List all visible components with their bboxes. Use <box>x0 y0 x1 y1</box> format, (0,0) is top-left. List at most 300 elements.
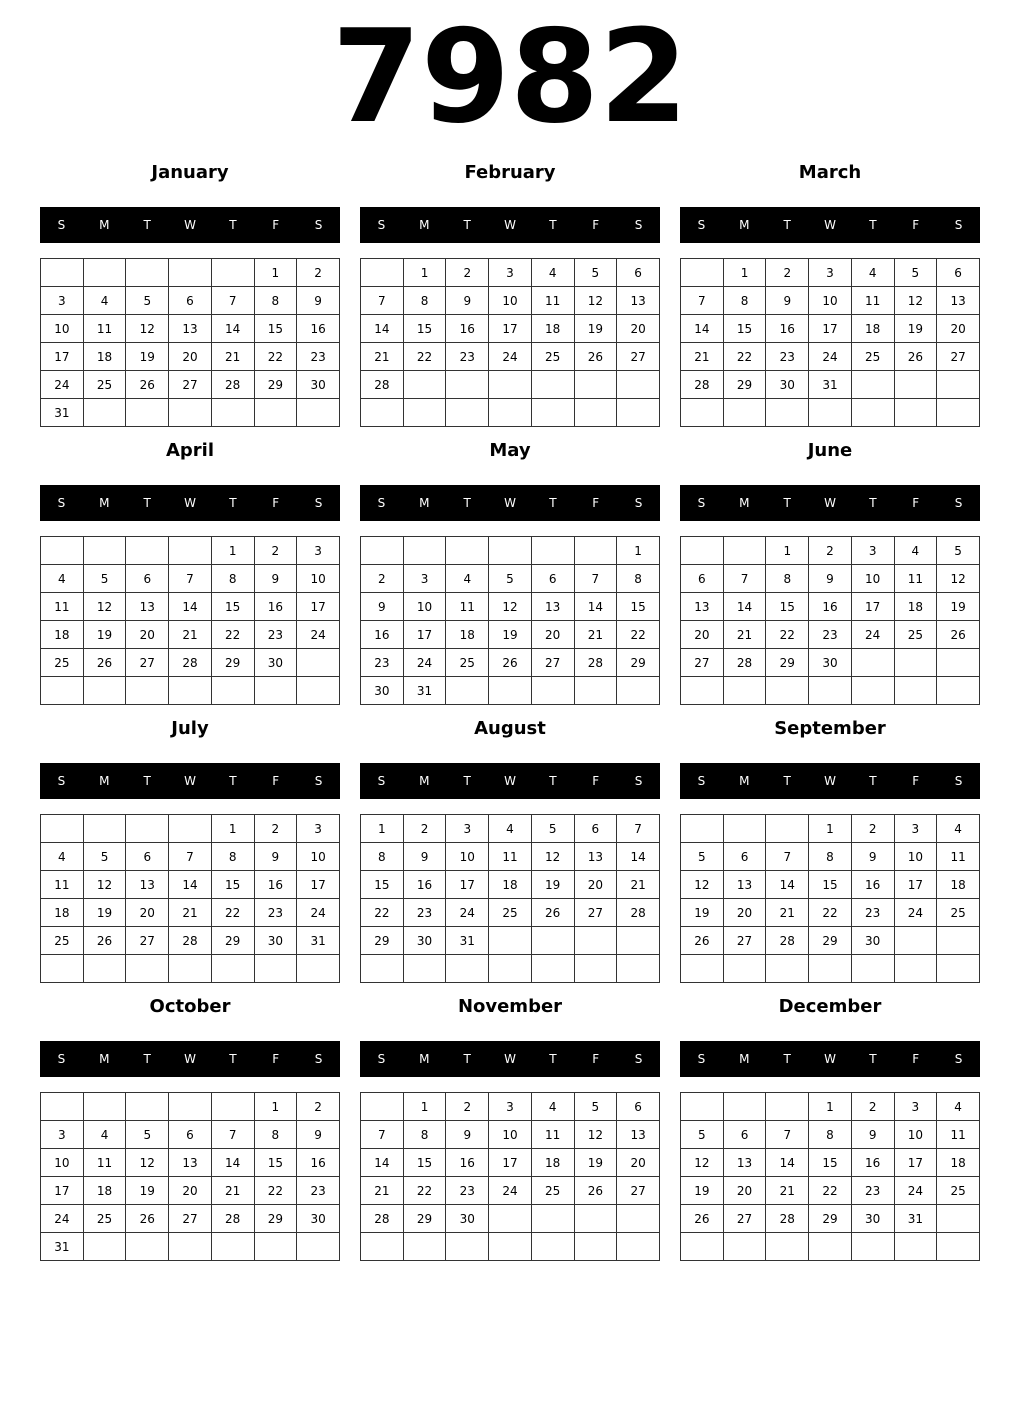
week-row <box>681 287 980 315</box>
day-cell: 12 <box>489 593 532 621</box>
day-cell: 13 <box>574 843 617 871</box>
day-cell <box>531 955 574 983</box>
weekday-header <box>40 207 340 243</box>
weekday-label: M <box>739 1052 750 1066</box>
day-cell <box>169 399 212 427</box>
day-cell: 31 <box>41 399 84 427</box>
weekday-label: W <box>824 774 836 788</box>
day-cell: 6 <box>617 259 660 287</box>
day-cell: 30 <box>446 1205 489 1233</box>
day-cell: 27 <box>617 343 660 371</box>
day-cell: 15 <box>809 1149 852 1177</box>
day-cell: 10 <box>489 1121 532 1149</box>
weekday-label: T <box>143 218 151 232</box>
weekday-label: T <box>463 1052 471 1066</box>
weekday-label: W <box>504 496 516 510</box>
weekday-label: S <box>954 496 963 510</box>
day-cell: 23 <box>851 1177 894 1205</box>
day-cell: 26 <box>83 649 126 677</box>
day-cell: 18 <box>83 1177 126 1205</box>
day-cell <box>297 649 340 677</box>
day-cell <box>766 399 809 427</box>
day-cell: 23 <box>254 899 297 927</box>
day-cell <box>126 955 169 983</box>
day-cell: 12 <box>126 315 169 343</box>
day-cell <box>446 399 489 427</box>
day-cell: 19 <box>574 1149 617 1177</box>
day-cell <box>574 537 617 565</box>
day-cell <box>41 677 84 705</box>
week-row <box>361 927 660 955</box>
day-cell <box>681 1233 724 1261</box>
day-cell: 25 <box>531 343 574 371</box>
day-cell: 9 <box>809 565 852 593</box>
day-cell <box>211 677 254 705</box>
weekday-label: W <box>184 774 196 788</box>
day-cell: 4 <box>851 259 894 287</box>
day-cell: 13 <box>723 871 766 899</box>
week-row <box>41 259 340 287</box>
weekday-label: T <box>549 496 557 510</box>
weekday-header <box>680 1041 980 1077</box>
day-cell: 7 <box>361 287 404 315</box>
day-cell: 11 <box>41 593 84 621</box>
day-cell: 15 <box>809 871 852 899</box>
day-cell: 7 <box>169 843 212 871</box>
day-cell <box>83 537 126 565</box>
day-cell: 12 <box>126 1149 169 1177</box>
week-row <box>361 843 660 871</box>
day-cell: 10 <box>809 287 852 315</box>
day-cell: 29 <box>361 927 404 955</box>
day-cell <box>851 1233 894 1261</box>
day-cell: 2 <box>254 815 297 843</box>
day-cell: 8 <box>809 1121 852 1149</box>
day-cell: 24 <box>851 621 894 649</box>
day-cell: 6 <box>169 1121 212 1149</box>
day-cell: 18 <box>41 621 84 649</box>
week-row <box>361 677 660 705</box>
day-cell: 17 <box>894 871 937 899</box>
day-cell: 28 <box>766 927 809 955</box>
day-cell: 28 <box>681 371 724 399</box>
day-cell: 25 <box>83 1205 126 1233</box>
day-cell <box>489 1233 532 1261</box>
week-row <box>361 371 660 399</box>
day-cell <box>851 955 894 983</box>
day-grid <box>680 258 980 427</box>
day-cell: 2 <box>766 259 809 287</box>
day-cell <box>531 1205 574 1233</box>
day-cell <box>681 955 724 983</box>
day-cell <box>937 371 980 399</box>
weekday-label: S <box>314 496 323 510</box>
day-cell <box>83 955 126 983</box>
day-cell: 22 <box>809 899 852 927</box>
day-cell: 13 <box>617 287 660 315</box>
weekday-label: S <box>634 496 643 510</box>
day-cell: 13 <box>681 593 724 621</box>
day-cell: 11 <box>531 1121 574 1149</box>
day-cell: 7 <box>723 565 766 593</box>
weekday-label: S <box>377 218 386 232</box>
week-row <box>361 1093 660 1121</box>
day-cell <box>446 677 489 705</box>
day-cell <box>361 955 404 983</box>
day-cell <box>211 259 254 287</box>
day-cell <box>41 815 84 843</box>
day-cell: 3 <box>446 815 489 843</box>
day-cell <box>531 537 574 565</box>
day-cell <box>211 399 254 427</box>
day-cell: 6 <box>531 565 574 593</box>
day-cell: 20 <box>723 899 766 927</box>
day-cell: 20 <box>617 315 660 343</box>
weekday-header <box>680 485 980 521</box>
weekday-label: S <box>634 218 643 232</box>
day-cell: 11 <box>937 843 980 871</box>
day-cell: 9 <box>766 287 809 315</box>
day-cell: 26 <box>681 927 724 955</box>
day-cell <box>169 537 212 565</box>
week-row <box>361 593 660 621</box>
weekday-header <box>40 1041 340 1077</box>
week-row <box>41 399 340 427</box>
day-cell: 9 <box>446 1121 489 1149</box>
day-cell: 16 <box>446 315 489 343</box>
day-cell: 24 <box>894 899 937 927</box>
day-cell: 21 <box>574 621 617 649</box>
day-cell <box>446 371 489 399</box>
day-cell: 26 <box>574 343 617 371</box>
weekday-label: T <box>783 218 791 232</box>
day-cell: 23 <box>446 343 489 371</box>
day-cell: 11 <box>41 871 84 899</box>
day-cell: 11 <box>937 1121 980 1149</box>
day-cell: 22 <box>403 1177 446 1205</box>
week-row <box>681 343 980 371</box>
day-cell: 24 <box>41 1205 84 1233</box>
day-cell <box>681 399 724 427</box>
day-cell <box>403 1233 446 1261</box>
day-cell: 14 <box>766 1149 809 1177</box>
day-cell: 9 <box>254 843 297 871</box>
day-cell: 3 <box>851 537 894 565</box>
week-row <box>41 1121 340 1149</box>
day-cell <box>361 259 404 287</box>
day-cell: 28 <box>723 649 766 677</box>
day-cell <box>254 1233 297 1261</box>
weekday-label: F <box>912 496 920 510</box>
day-cell <box>361 1233 404 1261</box>
day-cell: 30 <box>254 927 297 955</box>
day-cell: 29 <box>211 649 254 677</box>
day-cell <box>169 677 212 705</box>
day-cell: 7 <box>766 1121 809 1149</box>
day-cell: 29 <box>766 649 809 677</box>
week-row <box>681 955 980 983</box>
day-cell <box>894 399 937 427</box>
week-row <box>361 1177 660 1205</box>
week-row <box>681 1093 980 1121</box>
week-row <box>681 1177 980 1205</box>
day-cell <box>617 1233 660 1261</box>
day-cell <box>937 649 980 677</box>
day-cell: 26 <box>489 649 532 677</box>
day-cell: 14 <box>766 871 809 899</box>
day-cell: 17 <box>41 1177 84 1205</box>
day-cell: 12 <box>937 565 980 593</box>
week-row <box>41 1177 340 1205</box>
week-row <box>681 537 980 565</box>
weekday-header <box>360 1041 660 1077</box>
day-cell: 11 <box>531 287 574 315</box>
day-cell: 26 <box>126 371 169 399</box>
week-row <box>361 343 660 371</box>
weekday-label: T <box>869 218 877 232</box>
day-cell: 28 <box>766 1205 809 1233</box>
day-cell: 6 <box>681 565 724 593</box>
day-cell <box>297 955 340 983</box>
week-row <box>41 287 340 315</box>
week-row <box>681 371 980 399</box>
weekday-label: M <box>739 496 750 510</box>
week-row <box>681 1149 980 1177</box>
day-grid <box>40 536 340 705</box>
day-cell <box>403 537 446 565</box>
weekday-label: F <box>912 1052 920 1066</box>
day-cell: 14 <box>723 593 766 621</box>
day-cell: 15 <box>617 593 660 621</box>
day-cell: 4 <box>937 1093 980 1121</box>
day-cell: 24 <box>894 1177 937 1205</box>
weekday-label: S <box>314 218 323 232</box>
day-cell <box>126 399 169 427</box>
day-cell <box>681 259 724 287</box>
day-cell: 31 <box>41 1233 84 1261</box>
weekday-label: M <box>739 218 750 232</box>
weekday-label: W <box>504 774 516 788</box>
day-cell: 12 <box>83 871 126 899</box>
week-row <box>41 815 340 843</box>
day-cell: 24 <box>489 1177 532 1205</box>
day-cell <box>766 1093 809 1121</box>
week-row <box>41 593 340 621</box>
day-cell <box>211 1233 254 1261</box>
day-cell: 2 <box>851 815 894 843</box>
weekday-label: S <box>57 218 66 232</box>
day-cell: 5 <box>126 1121 169 1149</box>
day-cell <box>723 1093 766 1121</box>
weekday-label: T <box>783 774 791 788</box>
weekday-label: W <box>504 1052 516 1066</box>
day-cell <box>211 955 254 983</box>
weekday-label: M <box>99 218 110 232</box>
day-cell: 13 <box>937 287 980 315</box>
day-cell: 21 <box>169 621 212 649</box>
day-cell: 6 <box>126 565 169 593</box>
day-cell: 15 <box>211 593 254 621</box>
day-cell: 16 <box>766 315 809 343</box>
day-cell: 27 <box>169 1205 212 1233</box>
day-grid <box>360 1092 660 1261</box>
day-cell <box>446 537 489 565</box>
day-cell: 27 <box>126 649 169 677</box>
day-cell: 26 <box>531 899 574 927</box>
day-cell: 11 <box>489 843 532 871</box>
day-cell: 9 <box>851 1121 894 1149</box>
day-cell <box>894 649 937 677</box>
day-cell: 9 <box>254 565 297 593</box>
day-cell: 14 <box>361 315 404 343</box>
day-cell: 6 <box>126 843 169 871</box>
day-cell <box>681 1093 724 1121</box>
month-name: June <box>807 440 853 461</box>
weekday-label: S <box>57 774 66 788</box>
week-row <box>361 899 660 927</box>
day-cell <box>254 955 297 983</box>
day-cell <box>489 537 532 565</box>
day-cell: 18 <box>41 899 84 927</box>
day-cell: 15 <box>254 1149 297 1177</box>
weekday-label: S <box>314 1052 323 1066</box>
weekday-label: T <box>229 218 237 232</box>
day-cell: 8 <box>211 843 254 871</box>
day-cell: 1 <box>723 259 766 287</box>
weekday-label: S <box>57 1052 66 1066</box>
day-cell: 25 <box>851 343 894 371</box>
day-cell: 24 <box>297 621 340 649</box>
day-cell: 16 <box>446 1149 489 1177</box>
day-cell: 26 <box>83 927 126 955</box>
day-cell: 19 <box>489 621 532 649</box>
day-cell: 23 <box>766 343 809 371</box>
day-cell: 26 <box>681 1205 724 1233</box>
day-cell: 31 <box>809 371 852 399</box>
week-row <box>681 677 980 705</box>
day-cell: 12 <box>574 287 617 315</box>
day-cell: 5 <box>531 815 574 843</box>
day-cell: 22 <box>403 343 446 371</box>
day-cell: 2 <box>809 537 852 565</box>
month-name: March <box>798 162 862 183</box>
week-row <box>41 1093 340 1121</box>
day-cell <box>574 1233 617 1261</box>
day-cell: 4 <box>894 537 937 565</box>
day-cell: 10 <box>894 1121 937 1149</box>
weekday-label: M <box>99 1052 110 1066</box>
weekday-label: M <box>419 774 430 788</box>
weekday-label: W <box>824 218 836 232</box>
day-cell <box>723 1233 766 1261</box>
day-cell: 9 <box>403 843 446 871</box>
day-cell: 19 <box>937 593 980 621</box>
week-row <box>361 537 660 565</box>
week-row <box>41 649 340 677</box>
day-cell <box>851 677 894 705</box>
day-cell: 16 <box>809 593 852 621</box>
day-cell <box>83 815 126 843</box>
day-cell: 30 <box>297 1205 340 1233</box>
day-cell: 17 <box>297 593 340 621</box>
day-cell <box>617 371 660 399</box>
day-cell: 14 <box>617 843 660 871</box>
weekday-label: W <box>824 1052 836 1066</box>
day-cell: 2 <box>403 815 446 843</box>
day-cell: 15 <box>766 593 809 621</box>
day-cell: 29 <box>254 371 297 399</box>
day-cell: 15 <box>211 871 254 899</box>
week-row <box>41 621 340 649</box>
month-name: November <box>457 996 563 1017</box>
day-cell: 6 <box>937 259 980 287</box>
day-cell: 9 <box>297 287 340 315</box>
day-cell: 15 <box>254 315 297 343</box>
day-cell <box>41 537 84 565</box>
weekday-label: T <box>869 496 877 510</box>
day-cell: 31 <box>446 927 489 955</box>
day-cell <box>574 371 617 399</box>
day-cell: 6 <box>574 815 617 843</box>
day-cell <box>489 1205 532 1233</box>
day-cell: 24 <box>41 371 84 399</box>
weekday-label: T <box>549 774 557 788</box>
day-cell: 19 <box>83 899 126 927</box>
day-cell <box>446 955 489 983</box>
day-cell: 4 <box>446 565 489 593</box>
day-cell: 19 <box>126 1177 169 1205</box>
day-cell <box>851 399 894 427</box>
day-cell: 25 <box>41 649 84 677</box>
day-cell: 25 <box>41 927 84 955</box>
day-cell <box>766 815 809 843</box>
day-cell: 6 <box>617 1093 660 1121</box>
day-cell: 25 <box>531 1177 574 1205</box>
day-cell: 23 <box>254 621 297 649</box>
day-cell: 31 <box>894 1205 937 1233</box>
day-cell <box>723 677 766 705</box>
year-title: 7982 <box>331 3 689 152</box>
day-cell: 22 <box>211 899 254 927</box>
day-cell: 11 <box>894 565 937 593</box>
weekday-header <box>680 763 980 799</box>
day-cell: 21 <box>617 871 660 899</box>
day-cell: 25 <box>83 371 126 399</box>
weekday-label: S <box>697 218 706 232</box>
day-cell: 22 <box>723 343 766 371</box>
day-cell: 22 <box>361 899 404 927</box>
day-cell: 4 <box>41 843 84 871</box>
week-row <box>681 815 980 843</box>
day-cell <box>531 371 574 399</box>
day-cell <box>126 1093 169 1121</box>
day-cell: 5 <box>574 1093 617 1121</box>
day-cell: 12 <box>83 593 126 621</box>
day-cell: 15 <box>361 871 404 899</box>
weekday-label: M <box>419 496 430 510</box>
day-cell: 18 <box>531 1149 574 1177</box>
week-row <box>41 565 340 593</box>
day-cell: 19 <box>681 1177 724 1205</box>
day-cell: 23 <box>851 899 894 927</box>
day-cell: 8 <box>809 843 852 871</box>
day-cell: 18 <box>489 871 532 899</box>
day-cell: 21 <box>723 621 766 649</box>
day-cell: 24 <box>446 899 489 927</box>
day-cell: 21 <box>211 343 254 371</box>
day-cell: 18 <box>531 315 574 343</box>
day-cell: 13 <box>531 593 574 621</box>
